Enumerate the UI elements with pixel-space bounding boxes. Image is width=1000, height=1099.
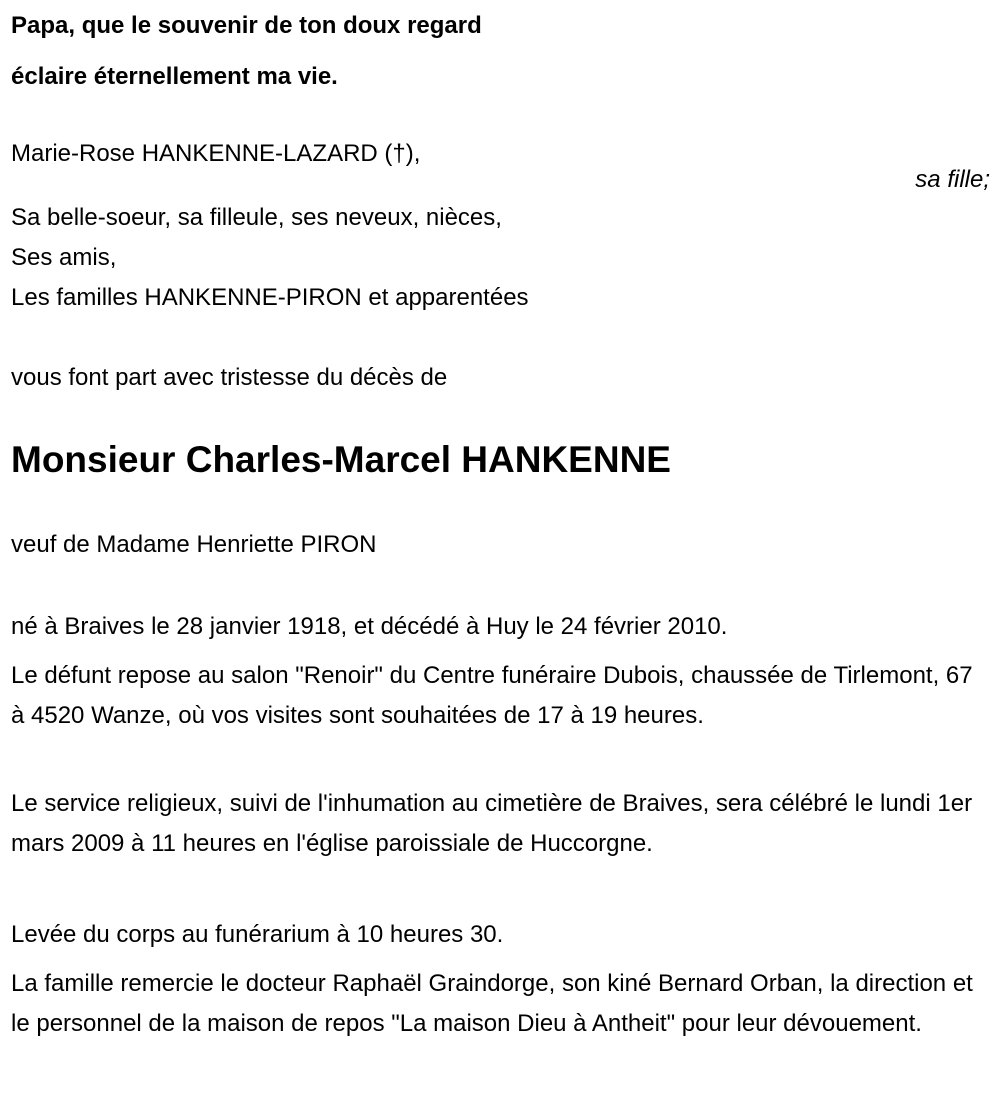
announcement: vous font part avec tristesse du décès de	[11, 364, 448, 391]
daughter-name: Marie-Rose HANKENNE-LAZARD (†),	[11, 140, 421, 167]
thanks-paragraph: La famille remercie le docteur Raphaël Graindorge, son kiné Bernard Orban, la direction et le personnel de la maison de repos "La maison Dieu à Antheit" pour leur dévouement.	[11, 970, 973, 1037]
widower-of: veuf de Madame Henriette PIRON	[11, 531, 377, 558]
visitation-paragraph: Le défunt repose au salon "Renoir" du Centre funéraire Dubois, chaussée de Tirlemont, 67 à 4520 Wanze, où vos visites sont souhaitées de 17 à 19 heures.	[11, 662, 973, 729]
family-line: Sa belle-soeur, sa filleule, ses neveux, nièces,	[11, 204, 502, 231]
epigraph-line-1: Papa, que le souvenir de ton doux regard	[11, 12, 482, 39]
family-line: Ses amis,	[11, 244, 117, 271]
epigraph-line-2: éclaire éternellement ma vie.	[11, 63, 338, 90]
levee-paragraph: Levée du corps au funérarium à 10 heures 30.	[11, 921, 504, 948]
daughter-relation: sa fille;	[915, 166, 990, 193]
family-line: Les familles HANKENNE-PIRON et apparentées	[11, 284, 529, 311]
deceased-name: Monsieur Charles-Marcel HANKENNE	[11, 439, 671, 480]
family-list	[11, 198, 991, 318]
service-paragraph: Le service religieux, suivi de l'inhumation au cimetière de Braives, sera célébré le lundi 1er mars 2009 à 11 heures en l'église paroissiale de Huccorgne.	[11, 790, 973, 857]
birth-death-paragraph: né à Braives le 28 janvier 1918, et décédé à Huy le 24 février 2010.	[11, 613, 728, 640]
